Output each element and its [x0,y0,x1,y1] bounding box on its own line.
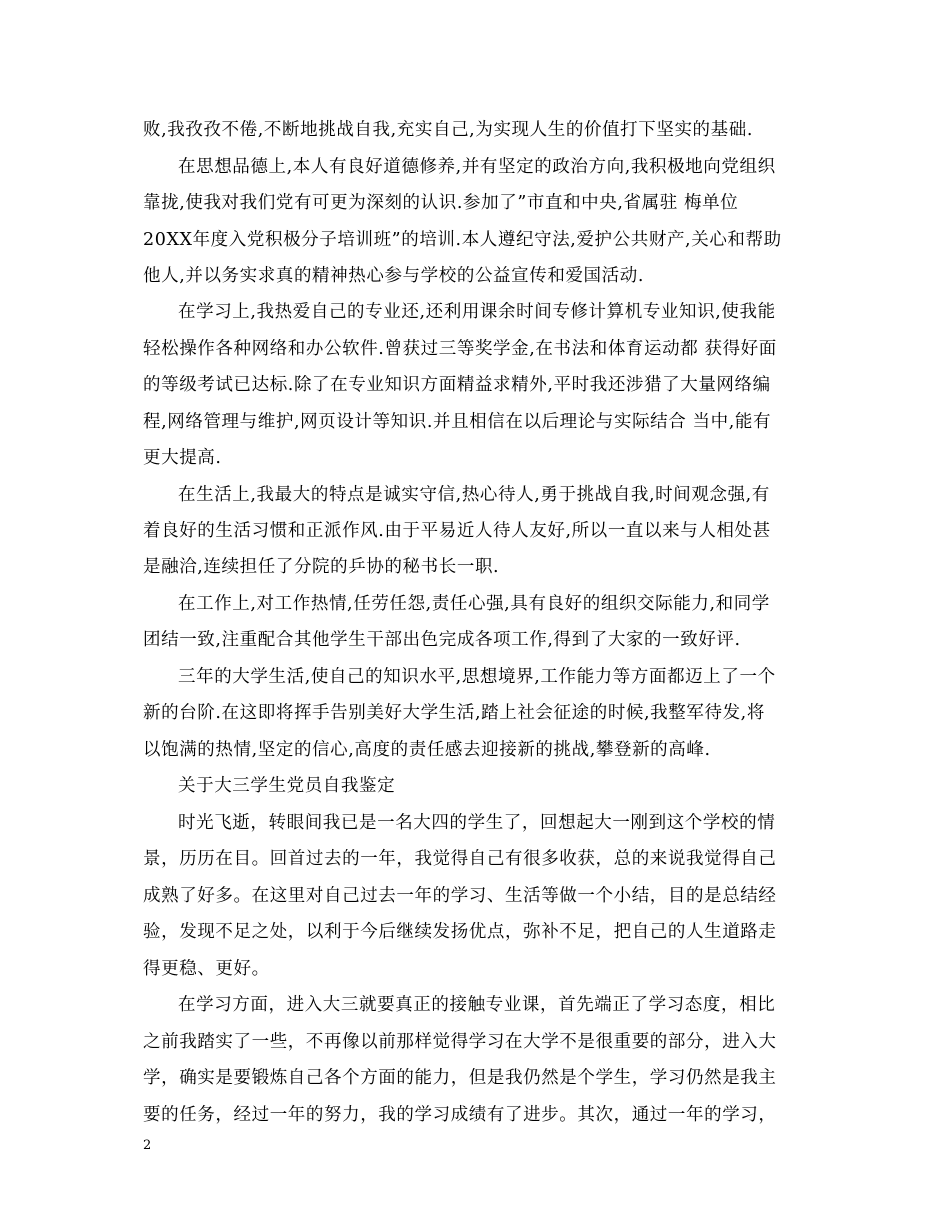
text-line: 他人,并以务实求真的精神热心参与学校的公益宣传和爱国活动. [143,266,645,286]
text-line: 是融洽,连续担任了分院的乒协的秘书长一职. [143,557,500,577]
text-line: 更大提高. [143,448,222,468]
text-line: 在学习上,我热爱自己的专业还,还利用课余时间专修计算机专业知识,使我能 [178,302,776,322]
text-line: 验，发现不足之处，以利于今后继续发扬优点，弥补不足，把自己的人生道路走 [143,922,777,942]
page-number: 2 [143,1138,152,1153]
text-line: 在生活上,我最大的特点是诚实守信,热心待人,勇于挑战自我,时间观念强,有 [178,485,770,505]
text-line: 在工作上,对工作热情,任劳任怨,责任心强,具有良好的组织交际能力,和同学 [178,594,770,614]
text-line: 景，历历在目。回首过去的一年，我觉得自己有很多收获，总的来说我觉得自己 [143,849,777,869]
text-line: 团结一致,注重配合其他学生干部出色完成各项工作,得到了大家的一致好评. [143,630,741,650]
text-line: 着良好的生活习惯和正派作风.由于平易近人待人友好,所以一直以来与人相处甚 [143,521,771,541]
text-line: 程,网络管理与维护,网页设计等知识.并且相信在以后理论与实际结合 当中,能有 [143,412,772,432]
text-line: 要的任务，经过一年的努力，我的学习成绩有了进步。其次，通过一年的学习， [143,1105,777,1125]
text-line: 轻松操作各种网络和办公软件.曾获过三等奖学金,在书法和体育运动都 获得好面 [143,339,777,359]
text-line: 在思想品德上,本人有良好道德修养,并有坚定的政治方向,我积极地向党组织 [178,157,776,177]
text-line: 学，确实是要锻炼自己各个方面的能力，但是我仍然是个学生，学习仍然是我主 [143,1068,777,1088]
text-line: 之前我踏实了一些，不再像以前那样觉得学习在大学不是很重要的部分，进入大 [143,1032,777,1052]
text-line: 得更稳、更好。 [143,959,270,979]
text-line: 新的台阶.在这即将挥手告别美好大学生活,踏上社会征途的时候,我整军待发,将 [143,703,765,723]
text-line: 败,我孜孜不倦,不断地挑战自我,充实自己,为实现人生的价值打下坚实的基础. [143,120,754,140]
text-line: 在学习方面，进入大三就要真正的接触专业课，首先端正了学习态度，相比 [178,995,776,1015]
text-line: 20XX年度入党积极分子培训班”的培训.本人遵纪守法,爱护公共财产,关心和帮助 [143,230,782,250]
text-line: 三年的大学生活,使自己的知识水平,思想境界,工作能力等方面都迈上了一个 [178,667,776,687]
text-line: 成熟了好多。在这里对自己过去一年的学习、生活等做一个小结，目的是总结经 [143,886,777,906]
text-line: 靠拢,使我对我们党有可更为深刻的认识.参加了”市直和中央,省属驻 梅单位 [143,193,739,213]
section-heading: 关于大三学生党员自我鉴定 [178,776,396,796]
text-line: 以饱满的热情,坚定的信心,高度的责任感去迎接新的挑战,攀登新的高峰. [143,740,711,760]
text-line: 时光飞逝，转眼间我已是一名大四的学生了，回想起大一刚到这个学校的情 [178,813,776,833]
text-line: 的等级考试已达标.除了在专业知识方面精益求精外,平时我还涉猎了大量网络编 [143,375,771,395]
